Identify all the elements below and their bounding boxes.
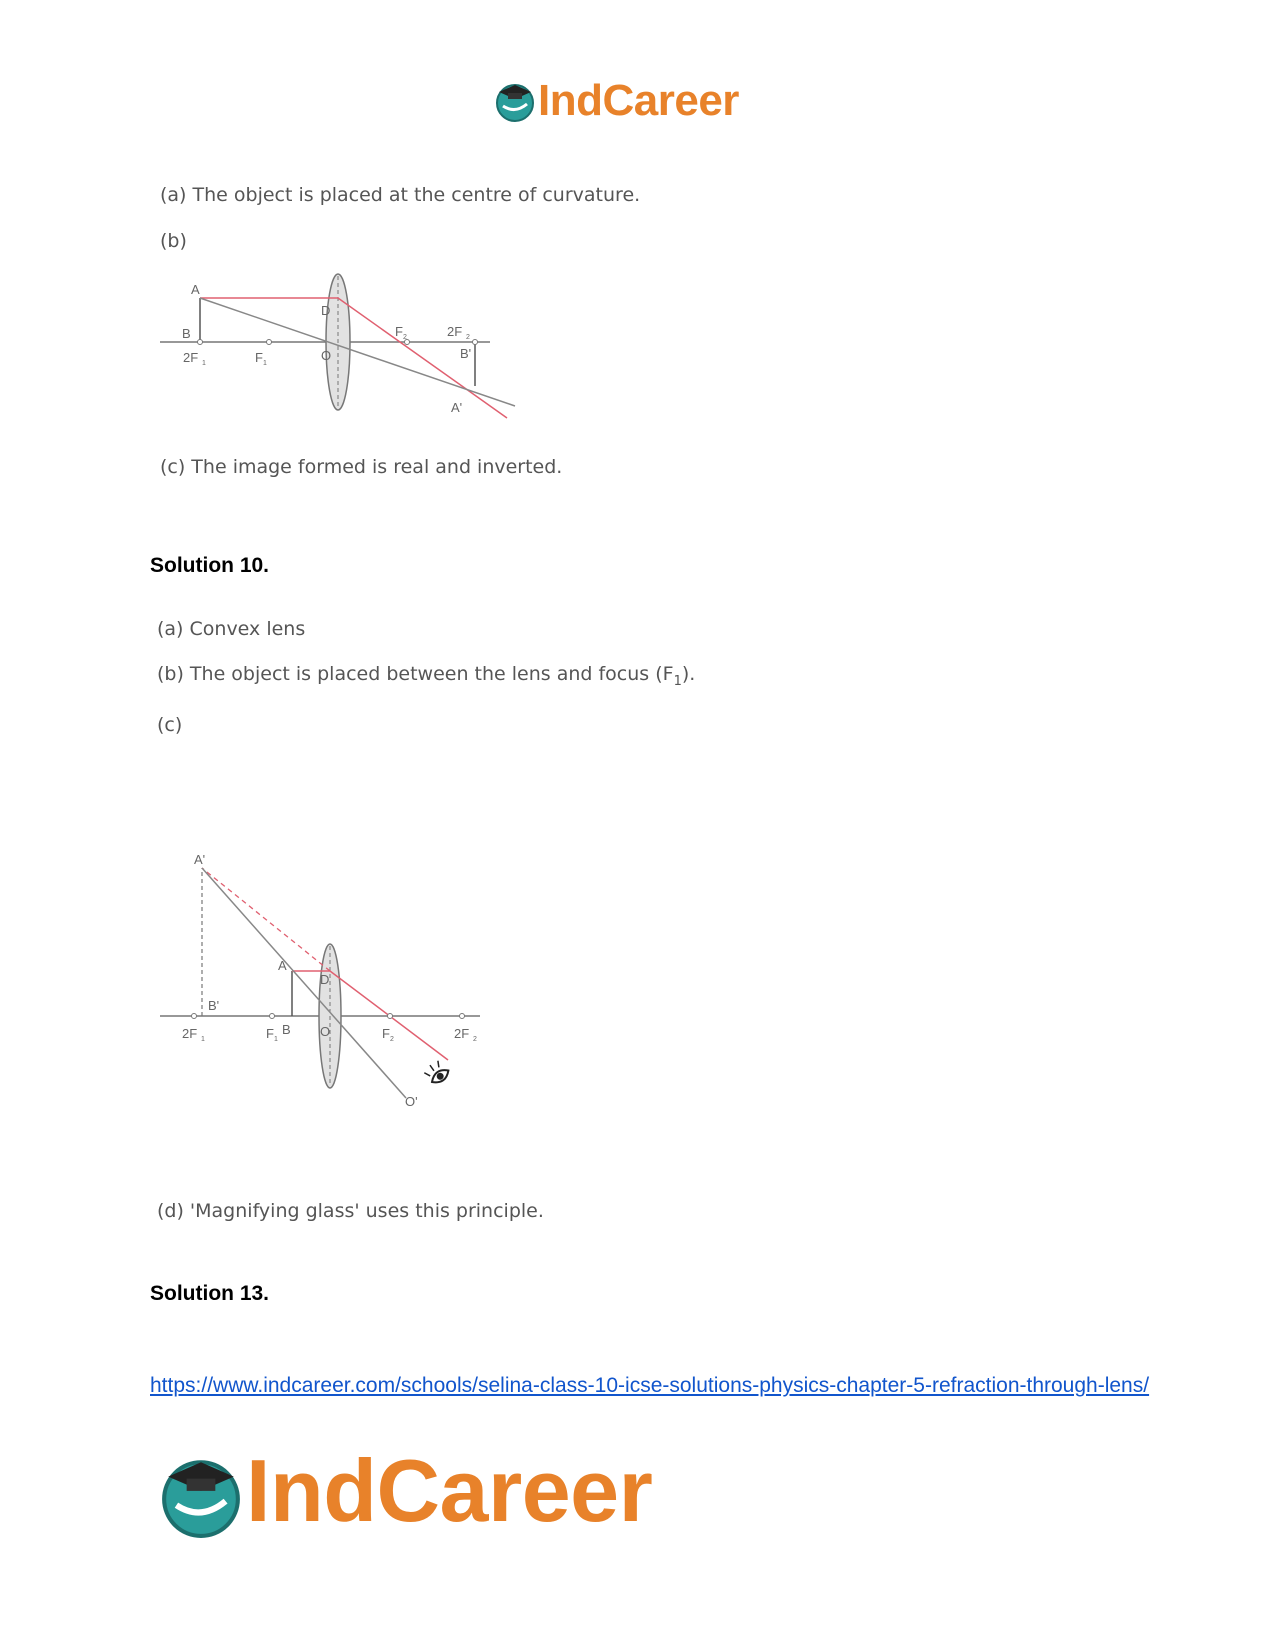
header-brand: IndCareer (538, 76, 739, 125)
backward-extension (202, 868, 330, 971)
label-b: B (182, 326, 191, 341)
sol10-answer-a: (a) Convex lens (157, 618, 306, 640)
svg-text:1: 1 (202, 360, 206, 367)
label-a: A (278, 958, 287, 973)
svg-text:2: 2 (403, 334, 407, 341)
eye-icon (423, 1058, 452, 1086)
label-o: O (320, 1024, 331, 1039)
solution-13-heading: Solution 13. (150, 1282, 270, 1305)
solution-13-link[interactable]: https://www.indcareer.com/schools/selina-class-10-icse-solutions-physics-chapter-5-refraction-through-lens/ (150, 1374, 1150, 1397)
globe-cap-icon (158, 1452, 244, 1538)
label-2f1: 2F (183, 350, 199, 365)
label-b-prime: B' (460, 346, 472, 361)
sol10-answer-b: (b) The object is placed between the lens and focus $(F_1)$. (157, 663, 696, 689)
label-o-prime: O' (405, 1094, 418, 1109)
q9-answer-c: (c) The image formed is real and inverted. (160, 456, 563, 478)
label-2f2: 2F (454, 1026, 470, 1041)
label-f1: F (266, 1026, 274, 1041)
label-f1: F (255, 350, 263, 365)
label-o: O (321, 348, 332, 363)
label-a: A (191, 282, 200, 297)
solution-10-heading: Solution 10. (150, 554, 270, 577)
sol10-answer-d: (d) 'Magnifying glass' uses this principle. (157, 1200, 544, 1222)
label-d: D (320, 972, 330, 987)
svg-text:1: 1 (274, 1036, 278, 1043)
label-2f1: 2F (182, 1026, 198, 1041)
label-f2: F (382, 1026, 390, 1041)
svg-text:1: 1 (263, 360, 267, 367)
label-2f2: 2F (447, 324, 463, 339)
ray-diagram-object-at-2f (155, 270, 525, 420)
footer-logo (158, 1441, 698, 1550)
svg-text:2: 2 (390, 1036, 394, 1043)
label-b-prime: B' (208, 998, 220, 1013)
label-f2: F (395, 324, 403, 339)
svg-text:1: 1 (201, 1036, 205, 1043)
sol10-answer-c: (c) (157, 714, 183, 736)
central-ray (202, 868, 406, 1098)
label-a-prime: A' (194, 852, 206, 867)
label-d: D (321, 303, 331, 318)
svg-text:2: 2 (466, 334, 470, 341)
label-b: B (282, 1022, 291, 1037)
q9-answer-b: (b) (160, 230, 187, 252)
ray-diagram-magnifier (150, 848, 510, 1118)
footer-brand: IndCareer (246, 1441, 653, 1540)
globe-cap-icon (494, 80, 536, 122)
label-a-prime: A' (451, 400, 463, 415)
q9-answer-a: (a) The object is placed at the centre of curvature. (160, 184, 641, 206)
header-logo (494, 78, 774, 128)
svg-text:2: 2 (473, 1036, 477, 1043)
